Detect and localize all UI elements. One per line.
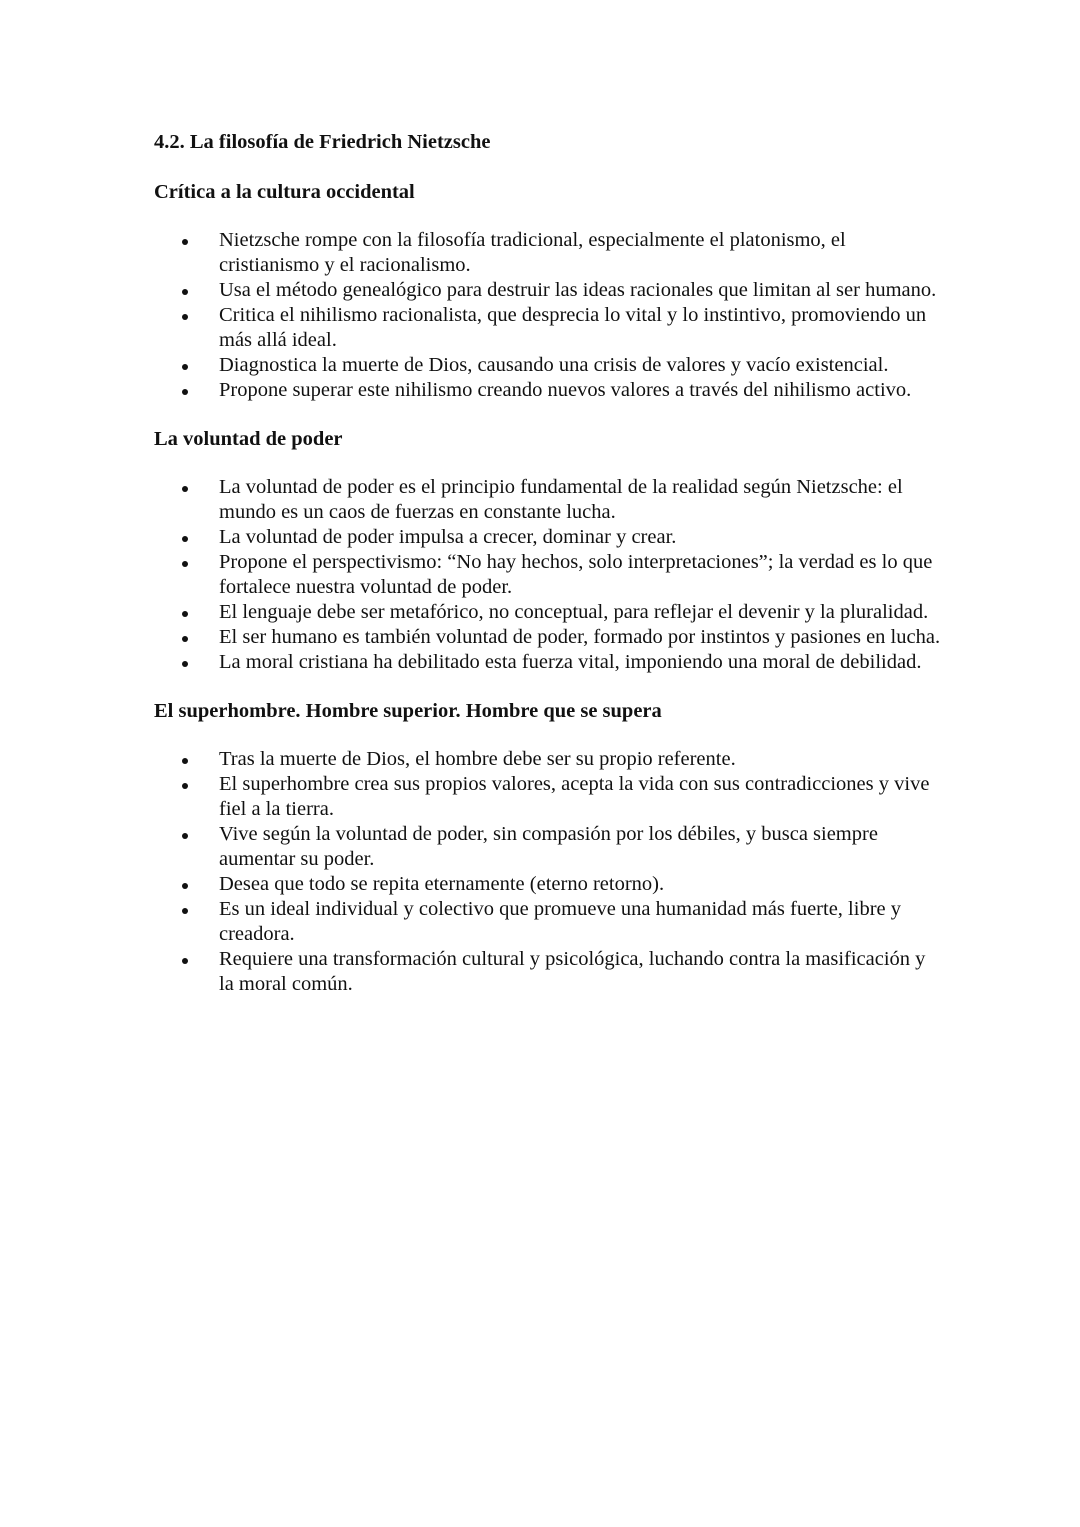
bullet-icon [182, 833, 188, 839]
section-heading-superhombre: El superhombre. Hombre superior. Hombre que se supera [154, 700, 662, 722]
list-item: La voluntad de poder impulsa a crecer, dominar y crear. [154, 525, 944, 550]
bullet-icon [182, 364, 188, 370]
list-item: El lenguaje debe ser metafórico, no conceptual, para reflejar el devenir y la pluralidad. [154, 600, 944, 625]
list-item: El superhombre crea sus propios valores, acepta la vida con sus contradicciones y vive fiel a la tierra. [154, 772, 944, 822]
list-item: Vive según la voluntad de poder, sin compasión por los débiles, y busca siempre aumentar su poder. [154, 822, 944, 872]
list-item: Nietzsche rompe con la filosofía tradicional, especialmente el platonismo, el cristianismo y el racionalismo. [154, 228, 944, 278]
list-item: Usa el método genealógico para destruir las ideas racionales que limitan al ser humano. [154, 278, 944, 303]
bullet-icon [182, 661, 188, 667]
bullet-icon [182, 536, 188, 542]
list-item: Propone el perspectivismo: “No hay hechos, solo interpretaciones”; la verdad es lo que fortalece nuestra voluntad de poder. [154, 550, 944, 600]
bullet-icon [182, 486, 188, 492]
section-heading-critica: Crítica a la cultura occidental [154, 181, 415, 203]
section-heading-voluntad: La voluntad de poder [154, 428, 343, 450]
bullet-icon [182, 758, 188, 764]
document-page [154, 128, 944, 1019]
list-item: Propone superar este nihilismo creando nuevos valores a través del nihilismo activo. [154, 378, 944, 403]
document-title: 4.2. La filosofía de Friedrich Nietzsche [154, 131, 491, 153]
list-item: La moral cristiana ha debilitado esta fuerza vital, imponiendo una moral de debilidad. [154, 650, 944, 675]
list-item: Tras la muerte de Dios, el hombre debe ser su propio referente. [154, 747, 944, 772]
bullet-icon [182, 883, 188, 889]
bullet-icon [182, 239, 188, 245]
bullet-icon [182, 908, 188, 914]
list-item: Es un ideal individual y colectivo que promueve una humanidad más fuerte, libre y creadora. [154, 897, 944, 947]
list-item: La voluntad de poder es el principio fundamental de la realidad según Nietzsche: el mundo es un caos de fuerzas en constante lucha. [154, 475, 944, 525]
bullet-list-critica [154, 228, 944, 403]
bullet-icon [182, 958, 188, 964]
list-item: Requiere una transformación cultural y psicológica, luchando contra la masificación y la moral común. [154, 947, 944, 997]
bullet-icon [182, 289, 188, 295]
bullet-icon [182, 636, 188, 642]
bullet-icon [182, 561, 188, 567]
bullet-icon [182, 314, 188, 320]
bullet-list-voluntad [154, 475, 944, 675]
bullet-icon [182, 783, 188, 789]
list-item: El ser humano es también voluntad de poder, formado por instintos y pasiones en lucha. [154, 625, 944, 650]
list-item: Desea que todo se repita eternamente (eterno retorno). [154, 872, 944, 897]
bullet-list-superhombre [154, 747, 944, 997]
bullet-icon [182, 389, 188, 395]
list-item: Critica el nihilismo racionalista, que desprecia lo vital y lo instintivo, promoviendo un más allá ideal. [154, 303, 944, 353]
list-item: Diagnostica la muerte de Dios, causando una crisis de valores y vacío existencial. [154, 353, 944, 378]
bullet-icon [182, 611, 188, 617]
